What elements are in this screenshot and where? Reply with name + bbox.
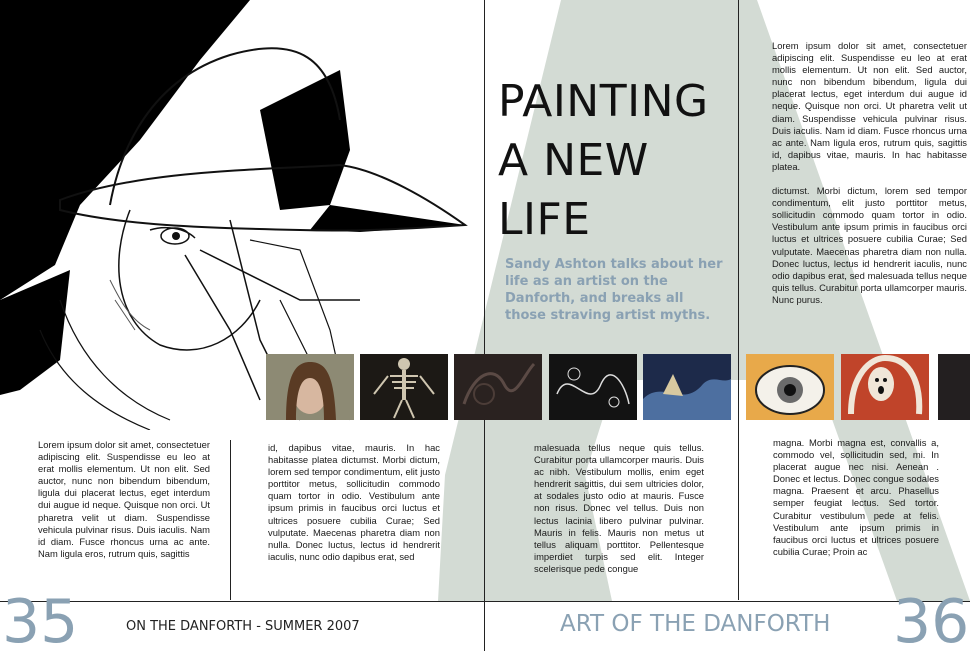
right-running-head: ART OF THE DANFORTH	[560, 611, 831, 637]
body-paragraph: Lorem ipsum dolor sit amet, consectetuer adipiscing elit. Suspendisse eu leo at erat mollis elementum. Ut non elit. Sed auctor, nunc non bibendum bibendum, ligula dui placerat lectus, eget interdum dui augue id neque. Quisque non orci. Ut pharetra velit ut diam. Suspendisse vehicula pulvinar risus. Duis iaculis. Nam id diam. Fusce rhoncus urna ac ante. Nam ligula eros, rutrum quis, sagittis	[38, 439, 210, 559]
artwork-thumbnail-strip	[266, 354, 970, 421]
face-swirl-painting-thumbnail	[841, 354, 929, 420]
body-column-bottom-2	[268, 442, 440, 563]
headline-line-3: LIFE	[498, 194, 591, 245]
body-paragraph: dictumst. Morbi dictum, lorem sed tempor condimentum, elit justo porttitor metus, sollicitudin commodo quam tortor in odio. Vestibulum ante ipsum primis in faucibus orci luctus et ultrices posuere cubilia Curae; Sed vulputate. Maecenas pharetra diam non nulla. Donec luctus, lectus id hendrerit iaculis, nunc odio dapibus erat, sed malesuada tellus neque quis tellus. Curabitur porta ullamcorper mauris. Nunc purus.	[772, 185, 967, 305]
gutter-rule	[484, 0, 485, 651]
footer-rule	[0, 601, 970, 602]
article-deck: Sandy Ashton talks about her life as an artist on the Danforth, and breaks all those straving artist myths.	[505, 257, 723, 323]
skeleton-painting-thumbnail	[360, 354, 448, 420]
column-rule	[738, 0, 739, 600]
body-paragraph: malesuada tellus neque quis tellus. Curabitur porta ullamcorper mauris. Duis ac nibh. Vestibulum mollis, enim eget hendrerit sagittis, dui sem ultricies dolor, at sodales justo odio at mauris. Fusce non risus. Donec vel tellus. Duis non lectus lacinia libero pulvinar pulvinar. Mauris in felis. Mauris non metus ut tellus aliquam porttitor. Pellentesque imperdiet turpis sed elit. Integer scelerisque pede congue	[534, 442, 704, 574]
headline-line-2: A NEW	[498, 135, 649, 186]
body-paragraph: magna. Morbi magna est, convallis a, commodo vel, sollicitudin sed, mi. In placerat augue nec nisi. Aenean . Donec et lectus. Donec congue sodales magna. Praesent et arcu. Phasellus semper feugiat lectus. Sed tortor. Curabitur vestibulum pede at felis. Vestibulum ante ipsum primis in faucibus orci luctus et ultrices posuere cubilia Curae; Proin ac	[773, 437, 939, 557]
body-column-bottom-4	[773, 437, 939, 558]
blue-abstract-painting-thumbnail	[643, 354, 731, 420]
headline-line-1: PAINTING	[498, 76, 709, 127]
page-number-left: 35	[2, 587, 79, 657]
body-column-bottom-1	[38, 439, 210, 560]
dark-abstract-painting-thumbnail	[454, 354, 542, 420]
dark-painting-edge-thumbnail	[938, 354, 970, 420]
page-number-right: 36	[893, 587, 970, 657]
body-column-top-right	[772, 40, 967, 306]
swirl-line-painting-thumbnail	[549, 354, 637, 420]
portrait-photo-thumbnail	[266, 354, 354, 420]
body-column-bottom-3	[534, 442, 704, 575]
body-paragraph: id, dapibus vitae, mauris. In hac habitasse platea dictumst. Morbi dictum, lorem sed tempor condimentum, elit justo porttitor metus, sollicitudin commodo quam tortor in odio. Vestibulum ante ipsum primis in faucibus orci luctus et ultrices posuere cubilia Curae; Sed vulputate. Maecenas pharetra diam non nulla. Donec luctus, lectus id hendrerit iaculis, nunc odio dapibus erat, sed	[268, 442, 440, 562]
article-headline	[498, 72, 738, 249]
body-paragraph: Lorem ipsum dolor sit amet, consectetuer adipiscing elit. Suspendisse eu leo at erat mollis elementum. Ut non elit. Sed auctor, nunc non bibendum bibendum, ligula dui placerat lectus, eget interdum dui augue id neque. Quisque non orci. Ut pharetra velit ut diam. Suspendisse vehicula pulvinar risus. Duis iaculis. Nam id diam. Fusce rhoncus urna ac ante. Nam ligula eros, rutrum quis, sagittis id, dapibus vitae, mauris. In hac habitasse platea.	[772, 40, 967, 172]
column-rule	[230, 440, 231, 600]
left-running-head: ON THE DANFORTH - SUMMER 2007	[126, 619, 360, 634]
eye-painting-thumbnail	[746, 354, 834, 420]
